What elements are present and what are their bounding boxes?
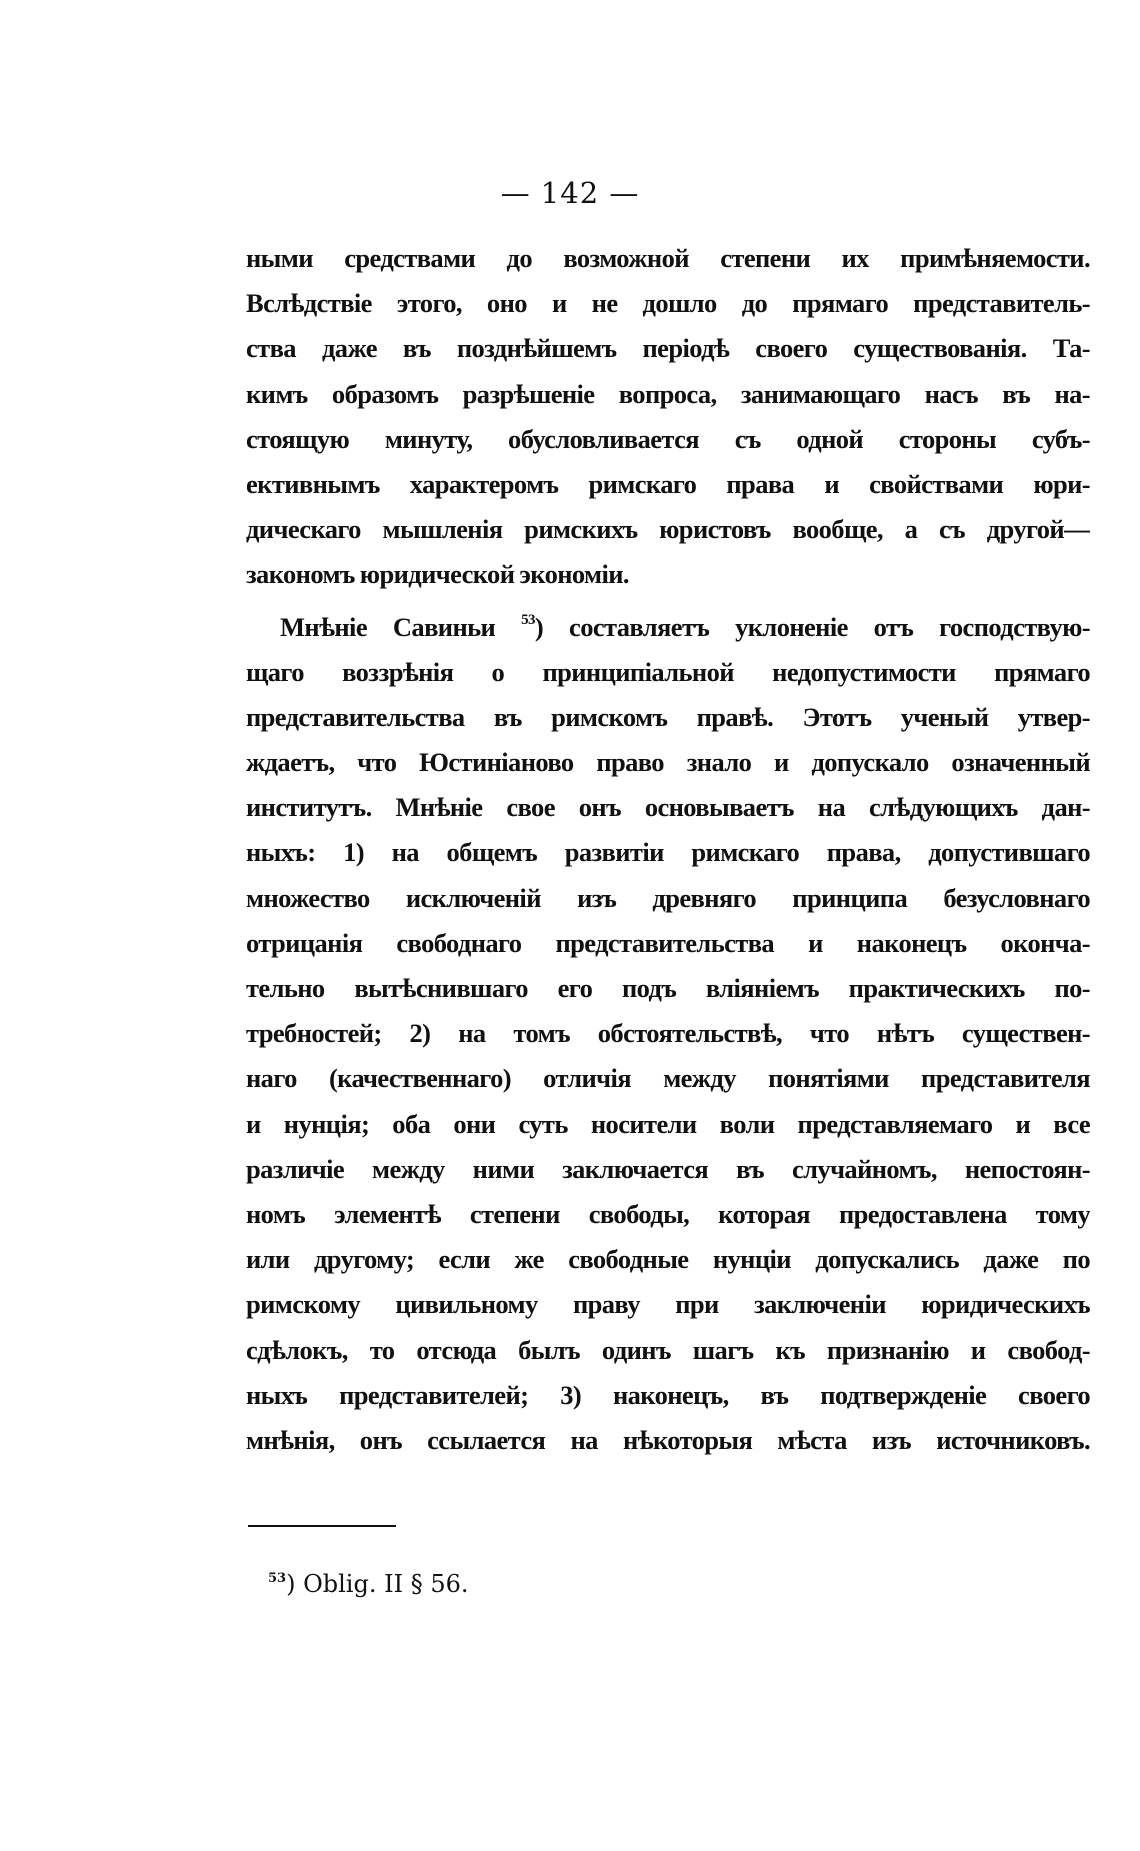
text-line: институтъ. Мнѣніе свое онъ основываетъ на слѣдующихъ дан-	[246, 792, 1090, 823]
text-line: множество исключеній изъ древняго принципа безусловнаго	[246, 882, 1090, 913]
text-line: наго (качественнаго) отличія между понятіями представителя	[246, 1063, 1090, 1094]
footnote	[268, 1570, 468, 1598]
footnote-marker: 53	[268, 1571, 287, 1586]
text-line: требностей; 2) на томъ обстоятельствѣ, что нѣтъ существен-	[246, 1018, 1090, 1049]
page-number: — 142 —	[500, 176, 640, 210]
text-line: кимъ образомъ разрѣшеніе вопроса, занимающаго насъ въ на-	[246, 378, 1090, 409]
text-line: римскому цивильному праву при заключеніи юридическихъ	[246, 1289, 1090, 1320]
text-line: ными средствами до возможной степени их примѣняемости.	[246, 243, 1090, 273]
text-line: тельно вытѣснившаго его подъ вліяніемъ практическихъ по-	[246, 973, 1090, 1003]
text-line: ныхъ: 1) на общемъ развитіи римскаго права, допустившаго	[246, 837, 1090, 868]
text-line: ства даже въ позднѣйшемъ періодѣ своего существованія. Та-	[246, 333, 1090, 364]
text-line: закономъ юридической экономіи.	[246, 559, 629, 590]
footnote-divider	[248, 1525, 396, 1527]
text-line: мнѣнія, онъ ссылается на нѣкоторыя мѣста изъ источниковъ.	[246, 1424, 1090, 1455]
text-line: стоящую минуту, обусловливается съ одной стороны субъ-	[246, 423, 1090, 454]
text-line: сдѣлокъ, то отсюда былъ одинъ шагъ къ признанію и свобод-	[246, 1334, 1090, 1365]
text-line: и нунція; оба они суть носители воли представляемаго и все	[246, 1108, 1090, 1139]
text-line: дическаго мышленія римскихъ юристовъ вообще, а съ другой—	[246, 514, 1090, 545]
text-line: ективнымъ характеромъ римскаго права и свойствами юри-	[246, 468, 1090, 499]
text-line: ныхъ представителей; 3) наконецъ, въ подтвержденіе своего	[246, 1379, 1090, 1410]
text-span: Мнѣніе Савиньи	[280, 611, 496, 642]
text-line: Вслѣдствіе этого, оно и не дошло до прямаго представитель-	[246, 288, 1090, 319]
text-line: ждаетъ, что Юстиніаново право знало и допускало означенный	[246, 747, 1090, 778]
text-line: номъ элементѣ степени свободы, которая предоставлена тому	[246, 1198, 1090, 1229]
paragraph-start-line	[246, 605, 1090, 650]
text-line: или другому; если же свободные нунціи допускались даже по	[246, 1244, 1090, 1275]
text-line: различіе между ними заключается въ случайномъ, непостоян-	[246, 1153, 1090, 1184]
footnote-reference: 53	[521, 611, 535, 628]
body-text	[246, 236, 1090, 1463]
text-line: представительства въ римскомъ правѣ. Этотъ ученый утвер-	[246, 701, 1090, 732]
text-span: ) составляетъ уклоненіе отъ господствую-	[534, 611, 1090, 642]
footnote-text: ) Oblig. II § 56.	[286, 1570, 469, 1598]
text-line: отрицанія свободнаго представительства и наконецъ оконча-	[246, 927, 1090, 958]
text-line: щаго воззрѣнія о принципіальной недопустимости прямаго	[246, 656, 1090, 687]
